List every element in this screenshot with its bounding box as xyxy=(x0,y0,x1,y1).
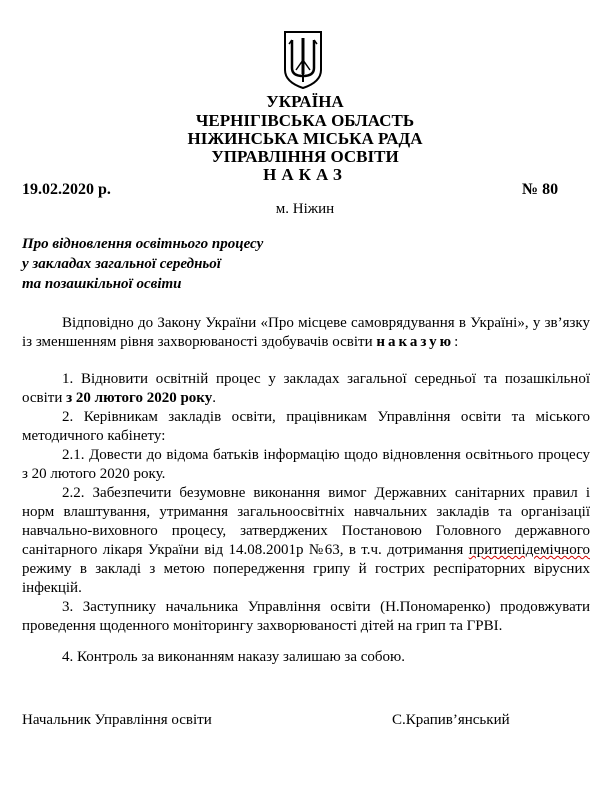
item-2-2 xyxy=(22,484,590,598)
item-1-text: 1. Відновити освітній процес у закладах загальної середньої та позашкільної освіти xyxy=(22,371,590,406)
signatory-position: Начальник Управління освіти xyxy=(22,712,212,728)
subject-line: та позашкільної освіти xyxy=(22,276,182,292)
item-2-2-text: 2.2. Забезпечити безумовне виконання вимог Державних санітарних правил і норм влаштування, утримання загальноосвітніх навчальних закладів та організації навчально-виховного процесу, затверджених Постановою Головного державного санітарного лікаря України від 14.08.2001р №63, в т.ч. дотримання xyxy=(22,485,590,558)
item-3: 3. Заступнику начальника Управління освіти (Н.Пономаренко) продовжувати проведення щоденного моніторингу захворюваності дітей на грип та ГРВІ. xyxy=(22,599,590,634)
department-name: УПРАВЛІННЯ ОСВІТИ xyxy=(211,147,399,166)
city-name: м. Ніжин xyxy=(275,201,335,217)
preamble xyxy=(22,314,590,352)
item-4: 4. Контроль за виконанням наказу залишаю за собою. xyxy=(62,649,405,665)
order-items xyxy=(22,370,590,667)
preamble-text: Відповідно до Закону України «Про місцеве самоврядування в Україні», у зв’язку із зменшенням рівня захворюваності здобувачів освіти xyxy=(22,315,590,350)
subject-line: Про відновлення освітнього процесу xyxy=(22,236,264,252)
item-2: 2. Керівникам закладів освіти, працівникам Управління освіти та міського методичного кабінету: xyxy=(22,409,590,444)
misspelled-word: притиепідемічного xyxy=(468,542,590,558)
item-1-end: . xyxy=(212,390,216,406)
order-date: 19.02.2020 р. xyxy=(22,181,111,198)
item-1-date: з 20 лютого 2020 року xyxy=(66,390,213,406)
item-2-2-end: режиму в закладі з метою попередження грипу й гострих респіраторних вірусних інфекцій. xyxy=(22,561,590,596)
signatory-name: С.Крапив’янський xyxy=(392,712,510,728)
order-number: № 80 xyxy=(522,181,559,198)
preamble-end: : xyxy=(454,334,459,350)
coat-of-arms-icon xyxy=(283,30,323,90)
council-name: НІЖИНСЬКА МІСЬКА РАДА xyxy=(187,129,423,148)
country-name: УКРАЇНА xyxy=(266,92,344,111)
item-1 xyxy=(22,370,590,408)
order-subject xyxy=(22,234,263,294)
item-2-1: 2.1. Довести до відома батьків інформацію щодо відновлення освітнього процесу з 20 лютого 2020 року. xyxy=(22,447,590,482)
subject-line: у закладах загальної середньої xyxy=(22,256,221,272)
region-name: ЧЕРНІГІВСЬКА ОБЛАСТЬ xyxy=(195,111,415,130)
order-word: наказую xyxy=(376,334,455,350)
document-type: НАКАЗ xyxy=(263,165,347,184)
